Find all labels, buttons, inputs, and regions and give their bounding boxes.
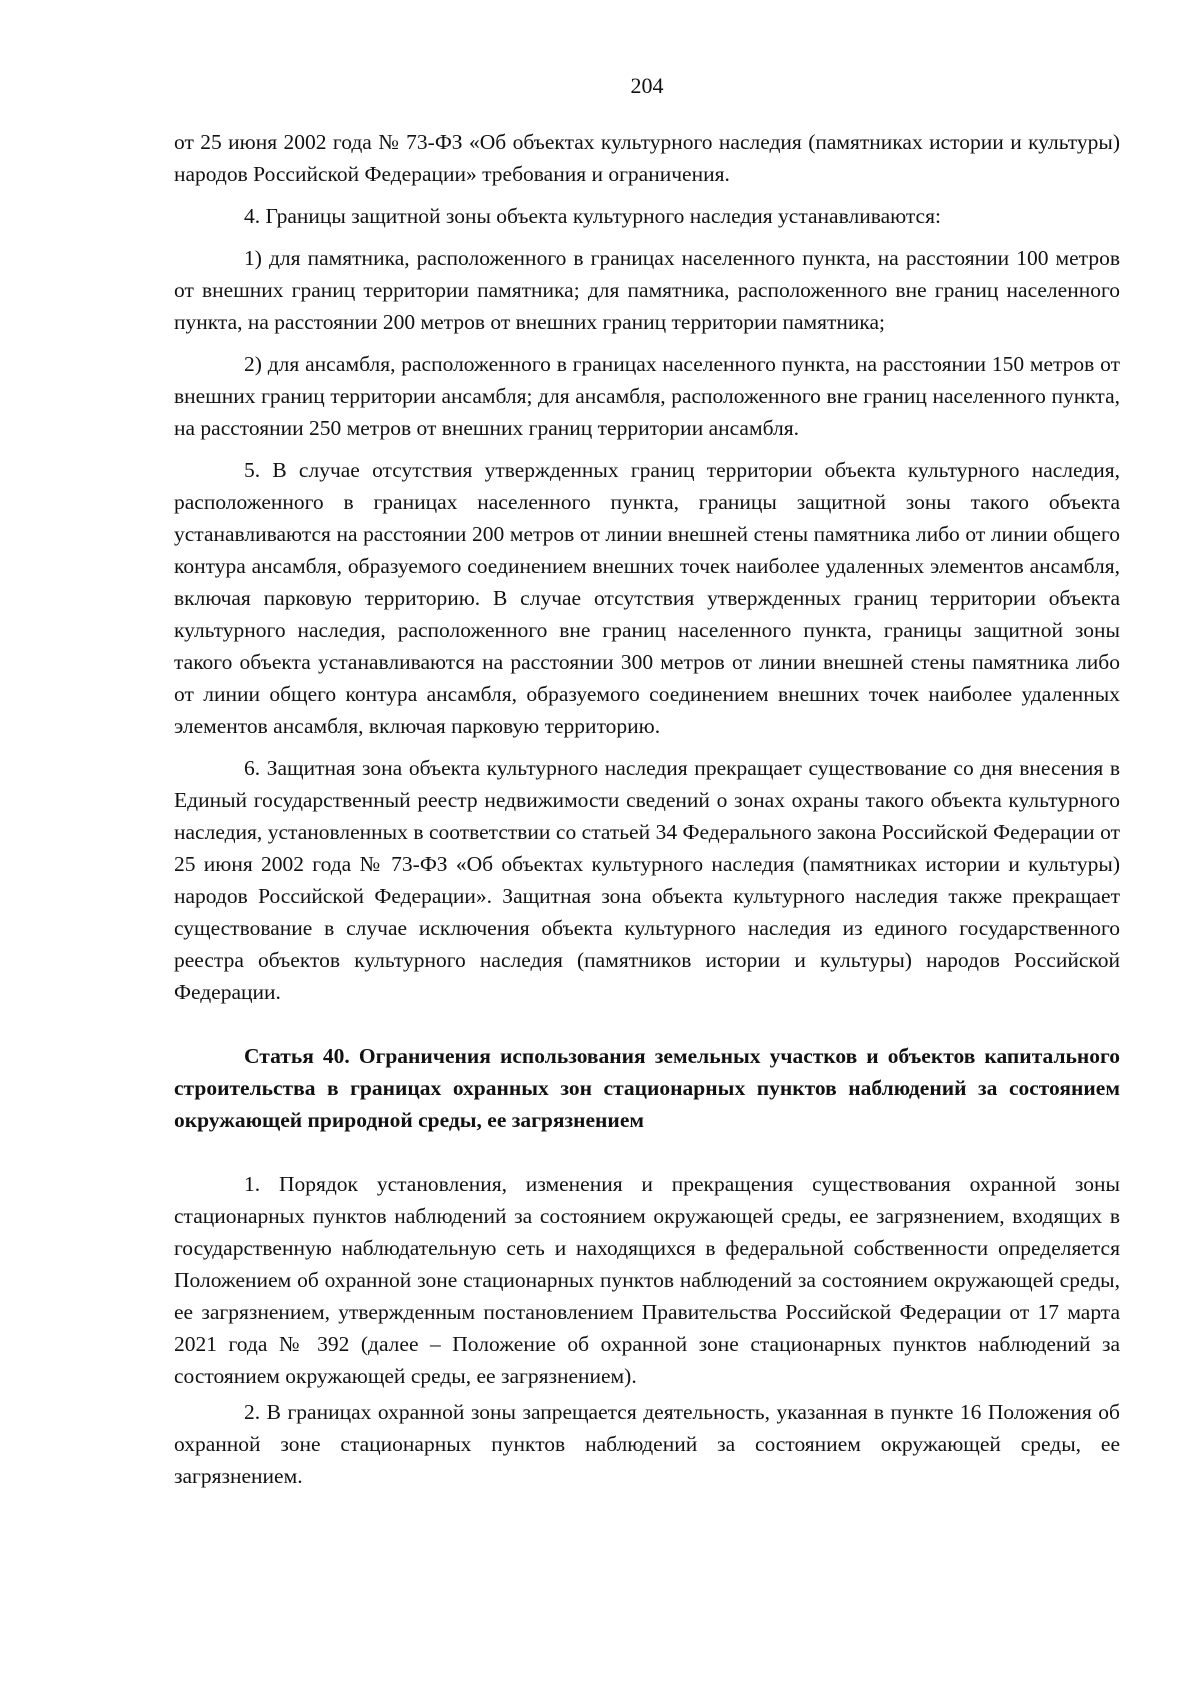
paragraph-continuation: от 25 июня 2002 года № 73-ФЗ «Об объектах культурного наследия (памятниках истории и культуры) народов Российской Федерации» требования и ограничения. [174, 130, 1120, 186]
paragraph-item-5: 5. В случае отсутствия утвержденных границ территории объекта культурного наследия, расположенного в границах населенного пункта, границы защитной зоны такого объекта устанавливаются на расстоянии 200 метров от линии внешней стены памятника либо от линии общего контура ансамбля, образуемого соединением внешних точек наиболее удаленных элементов ансамбля, включая парковую территорию. В случае отсутствия утвержденных границ территории объекта культурного наследия, расположенного вне границ населенного пункта, границы защитной зоны такого объекта устанавливаются на расстоянии 300 метров от линии внешней стены памятника либо от линии общего контура ансамбля, образуемого соединением внешних точек наиболее удаленных элементов ансамбля, включая парковую территорию. [174, 458, 1120, 738]
paragraph-subitem-1: 1) для памятника, расположенного в границах населенного пункта, на расстоянии 100 метров от внешних границ территории памятника; для памятника, расположенного вне границ населенного пункта, на расстоянии 200 метров от внешних границ территории памятника; [174, 246, 1120, 334]
article-heading: Статья 40. Ограничения использования земельных участков и объектов капитального строительства в границах охранных зон стационарных пунктов наблюдений за состоянием окружающей природной среды, ее загрязнением [174, 1044, 1120, 1132]
document-body [174, 126, 1120, 1492]
article-40-item-2: 2. В границах охранной зоны запрещается деятельность, указанная в пункте 16 Положения об охранной зоне стационарных пунктов наблюдений за состоянием окружающей среды, ее загрязнением. [174, 1400, 1120, 1488]
paragraph-subitem-2: 2) для ансамбля, расположенного в границах населенного пункта, на расстоянии 150 метров от внешних границ территории ансамбля; для ансамбля, расположенного вне границ населенного пункта, на расстоянии 250 метров от внешних границ территории ансамбля. [174, 352, 1120, 440]
article-40-item-1: 1. Порядок установления, изменения и прекращения существования охранной зоны стационарных пунктов наблюдений за состоянием окружающей среды, ее загрязнением, входящих в государственную наблюдательную сеть и находящихся в федеральной собственности определяется Положением об охранной зоне стационарных пунктов наблюдений за состоянием окружающей среды, ее загрязнением, утвержденным постановлением Правительства Российской Федерации от 17 марта 2021 года № 392 (далее – Положение об охранной зоне стационарных пунктов наблюдений за состоянием окружающей среды, ее загрязнением). [174, 1172, 1120, 1388]
paragraph-item-4: 4. Границы защитной зоны объекта культурного наследия устанавливаются: [244, 204, 941, 228]
page-number: 204 [630, 73, 664, 98]
paragraph-item-6: 6. Защитная зона объекта культурного наследия прекращает существование со дня внесения в Единый государственный реестр недвижимости сведений о зонах охраны такого объекта культурного наследия, установленных в соответствии со статьей 34 Федерального закона Российской Федерации от 25 июня 2002 года № 73-ФЗ «Об объектах культурного наследия (памятниках истории и культуры) народов Российской Федерации». Защитная зона объекта культурного наследия также прекращает существование в случае исключения объекта культурного наследия из единого государственного реестра объектов культурного наследия (памятников истории и культуры) народов Российской Федерации. [174, 756, 1120, 1004]
